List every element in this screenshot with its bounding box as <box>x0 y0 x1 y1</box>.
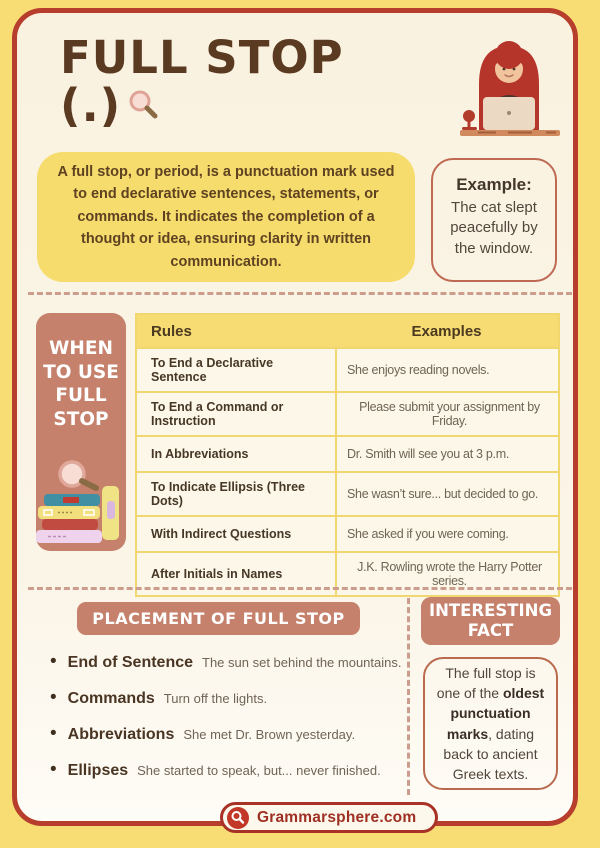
list-item <box>50 688 410 708</box>
placement-term: End of Sentence <box>67 654 194 671</box>
fact-text-part: , dating back to ancient Greek texts. <box>443 725 538 783</box>
brand-badge <box>220 802 438 833</box>
table-row <box>137 435 558 471</box>
title-line1: FULL STOP <box>60 31 344 84</box>
placement-term: Abbreviations <box>67 726 175 743</box>
list-item <box>50 724 410 744</box>
example-cell: Dr. Smith will see you at 3 p.m. <box>335 437 558 471</box>
table-row <box>137 347 558 391</box>
list-item <box>50 652 410 672</box>
placement-example: She started to speak, but... never finished. <box>137 763 381 778</box>
definition-box <box>37 152 415 282</box>
book-stack-illustration <box>36 456 126 548</box>
example-cell: She wasn’t sure... but decided to go. <box>335 473 558 515</box>
example-cell: J.K. Rowling wrote the Harry Potter series. <box>335 553 558 595</box>
placement-term: Commands <box>67 690 155 707</box>
table-row <box>137 391 558 435</box>
interesting-fact-heading: INTERESTING FACT <box>421 597 560 645</box>
rule-cell: In Abbreviations <box>151 447 249 461</box>
rule-cell: With Indirect Questions <box>151 527 292 541</box>
rule-cell: After Initials in Names <box>151 567 283 581</box>
dashed-divider-top <box>28 292 572 295</box>
placement-example: She met Dr. Brown yesterday. <box>183 727 356 742</box>
fact-text-part: oldest punctuation marks <box>446 684 545 742</box>
example-cell: She asked if you were coming. <box>335 517 558 551</box>
title-line2: (.) <box>60 78 122 132</box>
example-cell: Please submit your assignment by Friday. <box>335 393 558 435</box>
bullet-icon: • <box>50 651 57 672</box>
placement-list <box>50 652 410 796</box>
rule-cell: To End a Declarative Sentence <box>151 356 274 384</box>
table-header-row <box>137 315 558 347</box>
definition-text: A full stop, or period, is a punctuation mark used to end declarative sentences, statements, or commands. It indicates the completion of a thought or idea, ensuring clarity in written communication. <box>57 163 395 270</box>
page-title <box>60 31 344 132</box>
rule-cell: To Indicate Ellipsis (Three Dots) <box>151 480 305 508</box>
placement-term: Ellipses <box>67 762 129 779</box>
interesting-fact-text <box>432 663 549 785</box>
brand-name: Grammarsphere.com <box>257 808 417 826</box>
list-item <box>50 760 410 780</box>
table-row <box>137 471 558 515</box>
bullet-icon: • <box>50 687 57 708</box>
interesting-fact-box <box>423 657 558 790</box>
magnifier-icon <box>125 88 161 124</box>
placement-example: The sun set behind the mountains. <box>202 655 402 670</box>
rules-table <box>135 313 560 597</box>
bullet-icon: • <box>50 759 57 780</box>
placement-heading: PLACEMENT OF FULL STOP <box>77 602 360 635</box>
when-to-use-sidebar <box>36 313 126 551</box>
example-box <box>431 158 557 282</box>
header-rules: Rules <box>151 322 192 340</box>
sidebar-title: WHEN TO USE FULL STOP <box>43 338 119 431</box>
header-examples: Examples <box>411 322 482 340</box>
placement-example: Turn off the lights. <box>163 691 268 706</box>
rule-cell: To End a Command or Instruction <box>151 400 284 428</box>
example-cell: She enjoys reading novels. <box>335 349 558 391</box>
table-row <box>137 515 558 551</box>
fact-text-part: The full stop is one of the <box>436 664 536 701</box>
magnifier-icon <box>227 807 249 829</box>
example-text: The cat slept peacefully by the window. <box>450 199 538 257</box>
example-heading: Example: <box>456 175 532 194</box>
bullet-icon: • <box>50 723 57 744</box>
dashed-divider-middle <box>28 587 572 590</box>
woman-at-laptop-illustration <box>448 38 570 144</box>
